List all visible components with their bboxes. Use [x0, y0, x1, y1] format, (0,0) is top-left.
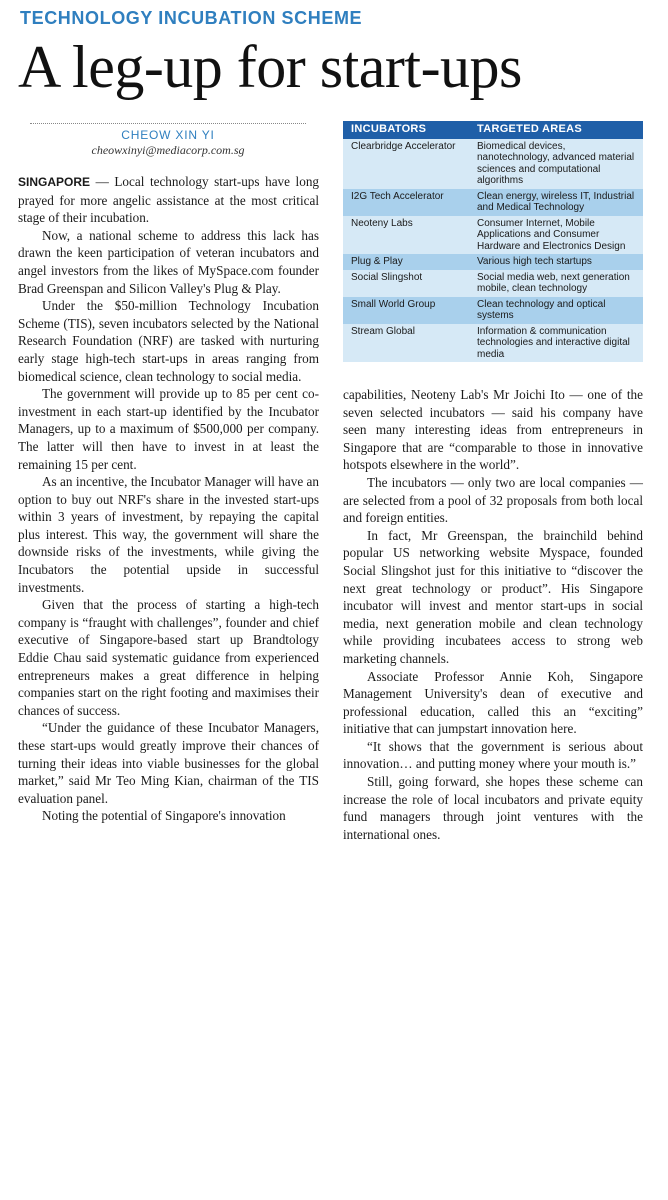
article-paragraph: Under the $50-million Technology Incubation Scheme (TIS), seven incubators selected by the National Research Foundation (NRF) are tasked with nurturing early stage high-tech start-ups in areas ranging from biomedical science, clean technology to social media. — [18, 298, 319, 384]
article-paragraph: “Under the guidance of these Incubator Managers, these start-ups would greatly improve their chances of turning their ideas into viable businesses for the global market,” said Mr Teo Ming Kian, chairman of the TIS evaluation panel. — [18, 720, 319, 806]
byline-divider — [30, 123, 306, 124]
article-paragraph: Still, going forward, she hopes these scheme can increase the role of local incubators and private equity fund managers through joint ventures with the international ones. — [343, 774, 643, 842]
table-row — [343, 324, 643, 363]
article-column-left — [18, 173, 319, 825]
targeted-area: Biomedical devices, nanotechnology, advanced material sciences and computational algorithms — [469, 139, 643, 189]
table-row — [343, 189, 643, 216]
targeted-area: Information & communication technologies and interactive digital media — [469, 324, 643, 363]
byline-author: CHEOW XIN YI — [121, 128, 215, 142]
incubator-name: Neoteny Labs — [343, 216, 469, 255]
incubator-name: Social Slingshot — [343, 270, 469, 297]
article-paragraph: The government will provide up to 85 per cent co-investment in each start-up identified by the Incubator Managers, up to a maximum of $500,000 per company. The latter will then have to invest in at least the remaining 15 per cent. — [18, 386, 319, 472]
article-paragraph: “It shows that the government is serious about innovation… and putting money where your mouth is.” — [343, 738, 643, 772]
article-paragraph: Now, a national scheme to address this lack has drawn the keen participation of veteran incubators and angel investors from the likes of MySpace.com founder Brad Greenspan and Silicon Valley's Plug & Play. — [18, 227, 319, 296]
article-paragraph: capabilities, Neoteny Lab's Mr Joichi Ito — one of the seven selected incubators — said his company have seen many interesting ideas from entrepreneurs in Singapore that are “comparable to those in innovative hotspots elsewhere in the world”. — [343, 387, 643, 473]
targeted-area: Clean energy, wireless IT, Industrial and Medical Technology — [469, 189, 643, 216]
article-paragraph: The incubators — only two are local companies — are selected from a pool of 32 proposals from both local and foreign entities. — [343, 474, 643, 526]
targeted-area: Social media web, next generation mobile, clean technology — [469, 270, 643, 297]
targeted-area: Various high tech startups — [469, 254, 643, 270]
article-paragraph: Associate Professor Annie Koh, Singapore Management University's dean of executive and professional education, called this an “exciting” initiative that can jumpstart innovation here. — [343, 668, 643, 737]
targeted-area: Clean technology and optical systems — [469, 297, 643, 324]
table-row — [343, 254, 643, 270]
column-header-incubators: INCUBATORS — [343, 121, 469, 139]
article-column-right — [343, 386, 643, 843]
table-header-row — [343, 121, 643, 139]
incubators-table — [343, 121, 643, 362]
table-row — [343, 139, 643, 189]
paragraph-text: — Local technology start-ups have long prayed for more angelic assistance at the most critical stage of their incubation. — [18, 174, 320, 226]
incubator-name: Clearbridge Accelerator — [343, 139, 469, 189]
column-header-targeted-areas: TARGETED AREAS — [469, 121, 643, 139]
article-paragraph: Noting the potential of Singapore's innovation — [42, 808, 286, 824]
incubator-name: Plug & Play — [343, 254, 469, 270]
table-row — [343, 216, 643, 255]
headline: A leg-up for start-ups — [18, 34, 522, 100]
dateline: SINGAPORE — [18, 175, 91, 189]
incubator-name: I2G Tech Accelerator — [343, 189, 469, 216]
article-paragraph: As an incentive, the Incubator Manager will have an option to buy out NRF's share in the invested start-ups within 3 years of investment, by repaying the capital plus interest. This way, the government will share the downside risks of the investments, while giving the Incubators the potential upside in successful investments. — [18, 474, 319, 595]
incubator-name: Stream Global — [343, 324, 469, 363]
article-paragraph: Given that the process of starting a high-tech company is “fraught with challenges”, founder and chief executive of Singapore-based start up Brandtology Eddie Chau said systematic guidance from experienced entrepreneurs makes a great difference in helping companies start on the right footing and maximises their chances of success. — [18, 597, 319, 718]
targeted-area: Consumer Internet, Mobile Applications and Consumer Hardware and Electronics Design — [469, 216, 643, 255]
byline-email: cheowxinyi@mediacorp.com.sg — [91, 143, 245, 157]
article-paragraph: In fact, Mr Greenspan, the brainchild behind popular US networking website Myspace, founded Social Slingshot just for this initiative to “discover the next great technology or product”. His Singapore incubator will invest and mentor start-ups in social media, next generation mobile and clean technology while providing incubatees access to strong web marketing channels. — [343, 527, 643, 666]
table-row — [343, 297, 643, 324]
article-paragraph — [18, 173, 319, 227]
section-label: TECHNOLOGY INCUBATION SCHEME — [20, 8, 363, 28]
table-row — [343, 270, 643, 297]
incubator-name: Small World Group — [343, 297, 469, 324]
